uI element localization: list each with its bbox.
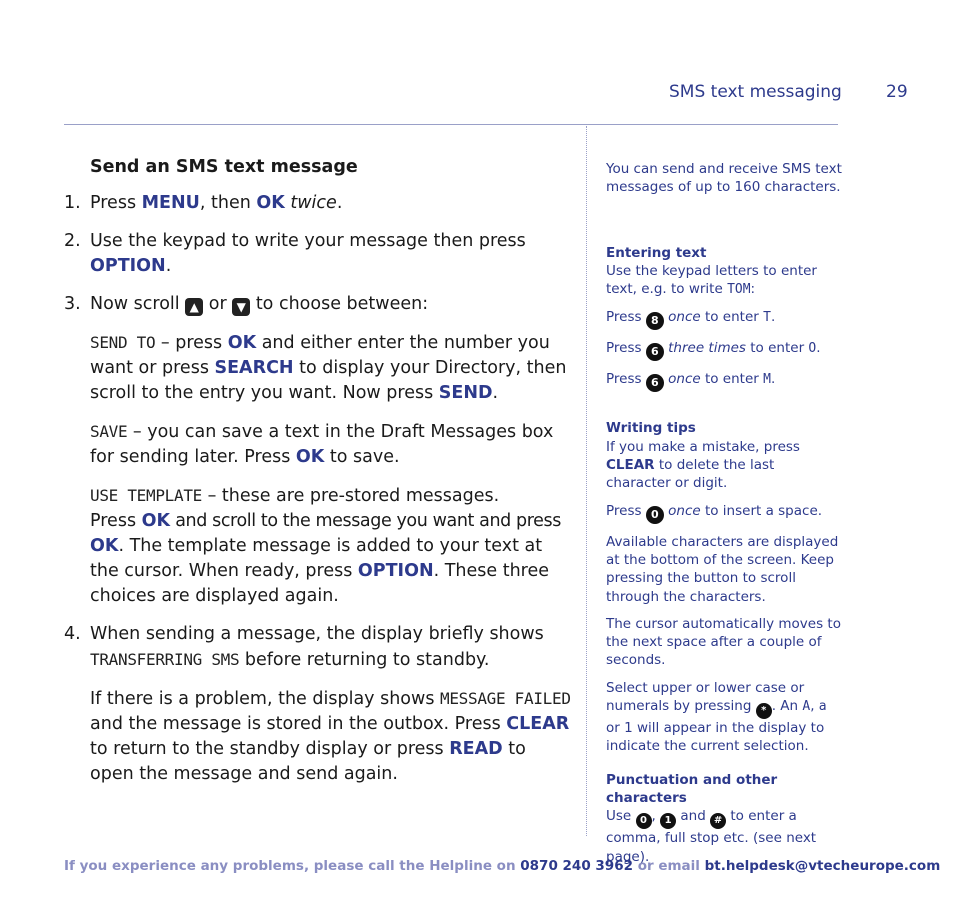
- emphasis-text: twice: [290, 193, 337, 213]
- body-text: – press: [155, 333, 228, 353]
- display-text: M: [763, 372, 771, 388]
- body-text: Press: [90, 511, 142, 531]
- page-number: 29: [886, 82, 908, 102]
- step-3: [64, 292, 574, 317]
- note-text: Press: [606, 502, 646, 519]
- note-text: Press: [606, 371, 646, 388]
- step-text: When sending a message, the display briefly shows: [90, 624, 544, 644]
- note-text: If you make a mistake, press: [606, 438, 800, 455]
- helpdesk-email: bt.helpdesk@vtecheurope.com: [704, 858, 941, 874]
- clear-key-label: CLEAR: [506, 714, 570, 734]
- step-text: before returning to standby.: [239, 650, 490, 670]
- key-8-icon: 8: [646, 312, 664, 330]
- space-tip: [606, 502, 842, 524]
- entering-text-heading: Entering text: [606, 244, 707, 261]
- body-text: to save.: [324, 447, 400, 467]
- display-text: A: [802, 699, 811, 715]
- option-key-label: OPTION: [357, 561, 434, 581]
- display-text: MESSAGE FAILED: [440, 689, 571, 708]
- step-1: [64, 191, 574, 216]
- body-text: – you can save a text in the Draft Messages box for sending later. Press: [90, 422, 554, 467]
- available-characters-tip: Available characters are displayed at the bottom of the screen. Keep pressing the button to scroll through the characters.: [606, 533, 839, 605]
- option-key-label: OPTION: [90, 256, 166, 276]
- display-text: a: [818, 699, 827, 715]
- entering-text-note: [606, 262, 842, 300]
- sidebar-notes: [606, 160, 842, 875]
- note-text: .: [816, 340, 821, 357]
- note-text: to delete the last character or digit.: [606, 457, 775, 492]
- ok-key-label: OK: [256, 193, 285, 213]
- helpline-footer: [64, 858, 940, 874]
- note-text: .: [770, 309, 776, 326]
- note-text: and: [676, 808, 711, 825]
- step-number: 4.: [64, 624, 81, 644]
- footer-text: If you experience any problems, please call the Helpline on: [64, 858, 521, 874]
- ok-key-label: OK: [141, 511, 171, 531]
- display-text: USE TEMPLATE: [90, 486, 202, 505]
- display-text: SAVE: [90, 422, 128, 441]
- entry-line: [606, 370, 842, 392]
- display-text: TOM: [727, 282, 751, 298]
- step-text: or: [203, 294, 233, 314]
- display-text: T: [763, 310, 771, 326]
- display-text: O: [808, 341, 817, 357]
- note-text: :: [750, 281, 756, 298]
- note-text: Use the keypad letters to enter text, e.g. to write: [606, 262, 817, 298]
- cursor-tip: The cursor automatically moves to the next space after a couple of seconds.: [606, 615, 841, 669]
- step-text: Use the keypad to write your message then press: [90, 231, 526, 251]
- step-text: , then: [199, 193, 257, 213]
- section-heading: Send an SMS text message: [90, 157, 358, 177]
- body-text: and scroll to the message you want and press: [170, 511, 561, 531]
- save-option: [90, 419, 574, 470]
- scroll-down-icon: ▼: [232, 298, 250, 316]
- key-0-icon: 0: [636, 813, 652, 829]
- ok-key-label: OK: [295, 447, 325, 467]
- entry-line: [606, 308, 842, 330]
- note-text: or 1 will appear in the display to indicate the current selection.: [606, 720, 825, 755]
- menu-key-label: MENU: [141, 193, 200, 213]
- scroll-up-icon: ▲: [185, 298, 203, 316]
- emphasis-text: once: [668, 502, 701, 519]
- display-text: TRANSFERRING SMS: [90, 650, 240, 669]
- note-text: to insert a space.: [700, 502, 823, 519]
- writing-tips-heading: Writing tips: [606, 420, 696, 437]
- step-4: [64, 622, 574, 673]
- ok-key-label: OK: [90, 536, 119, 556]
- ok-key-label: OK: [227, 333, 257, 353]
- body-text: . The template message is added to your text at the cursor. When ready, press: [90, 536, 543, 581]
- note-text: Press: [606, 340, 646, 357]
- step-number: 3.: [64, 294, 81, 314]
- step-text: .: [165, 256, 172, 276]
- footer-text: or email: [633, 858, 705, 874]
- step-2: [64, 229, 574, 279]
- entry-line: [606, 339, 842, 361]
- note-text: to enter a comma, full stop etc. (see next page).: [606, 808, 817, 865]
- section-title: SMS text messaging: [669, 82, 842, 102]
- intro-note: You can send and receive SMS text messages of up to 160 characters.: [606, 161, 842, 196]
- use-template-option: [90, 483, 574, 609]
- key-star-icon: *: [756, 703, 772, 719]
- main-column: [64, 155, 574, 800]
- body-text: to return to the standby display or press: [90, 739, 450, 759]
- key-6-icon: 6: [646, 374, 664, 392]
- emphasis-text: once: [668, 371, 701, 388]
- problem-note: [90, 686, 574, 787]
- body-text: .: [492, 383, 499, 403]
- note-text: to enter: [700, 371, 764, 388]
- note-text: ,: [651, 808, 661, 825]
- note-text: Use: [606, 808, 636, 825]
- emphasis-text: once: [668, 309, 701, 326]
- send-to-option: [90, 330, 574, 406]
- step-text: Now scroll: [90, 294, 186, 314]
- case-tip: [606, 679, 842, 756]
- clear-key-label: CLEAR: [606, 457, 655, 474]
- emphasis-text: three times: [668, 340, 746, 357]
- key-1-icon: 1: [660, 813, 676, 829]
- step-text: Press: [90, 193, 142, 213]
- clear-tip: [606, 438, 842, 493]
- step-number: 1.: [64, 193, 81, 213]
- body-text: . These three choices are displayed again.: [90, 561, 550, 606]
- step-text: to choose between:: [250, 294, 429, 314]
- body-text: to display your Directory, then scroll to the entry you want. Now press: [90, 358, 567, 403]
- note-text: to enter: [745, 340, 809, 357]
- column-divider: [586, 126, 587, 836]
- note-text: Select upper or lower case or numerals by pressing: [606, 679, 805, 715]
- read-key-label: READ: [449, 739, 503, 759]
- note-text: to enter: [700, 309, 764, 326]
- step-text: .: [336, 193, 343, 213]
- header-divider: [64, 124, 838, 125]
- key-hash-icon: #: [710, 813, 726, 829]
- punctuation-heading: Punctuation and other characters: [606, 771, 778, 806]
- body-text: to open the message and send again.: [90, 739, 526, 784]
- display-text: SEND TO: [90, 333, 156, 352]
- key-6-icon: 6: [646, 343, 664, 361]
- body-text: and either enter the number you want or press: [90, 333, 550, 378]
- note-text: .: [770, 371, 776, 388]
- key-0-icon: 0: [646, 506, 664, 524]
- search-key-label: SEARCH: [214, 358, 294, 378]
- body-text: If there is a problem, the display shows: [90, 689, 440, 709]
- body-text: – these are pre-stored messages.: [202, 486, 500, 506]
- step-number: 2.: [64, 231, 81, 251]
- send-key-label: SEND: [438, 383, 493, 403]
- helpline-phone: 0870 240 3962: [520, 858, 633, 874]
- note-text: Press: [606, 309, 646, 326]
- note-text: . An: [771, 698, 803, 715]
- note-text: ,: [810, 698, 819, 715]
- body-text: and the message is stored in the outbox. Press: [90, 714, 507, 734]
